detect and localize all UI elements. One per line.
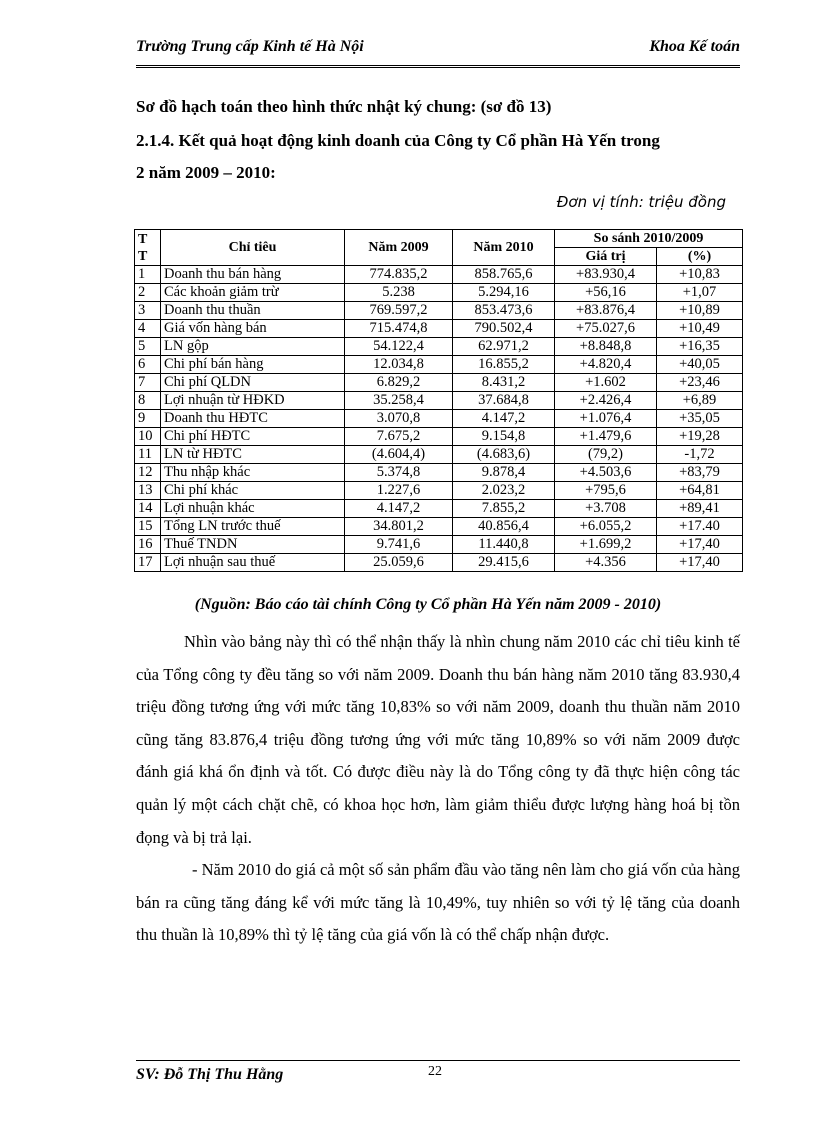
- row-indicator: Lợi nhuận khác: [161, 500, 345, 518]
- row-indicator: LN từ HĐTC: [161, 446, 345, 464]
- row-compare-percent: +16,35: [657, 338, 743, 356]
- row-year-2009: 6.829,2: [345, 374, 453, 392]
- school-name: Trường Trung cấp Kinh tế Hà Nội: [136, 38, 364, 55]
- header-year-2010: Năm 2010: [453, 230, 555, 266]
- row-indicator: LN gộp: [161, 338, 345, 356]
- section-heading-line1: 2.1.4. Kết quả hoạt động kinh doanh của Công ty Cổ phần Hà Yến trong: [136, 131, 660, 150]
- table-row: [135, 554, 743, 572]
- row-compare-value: +1.479,6: [555, 428, 657, 446]
- row-year-2010: 2.023,2: [453, 482, 555, 500]
- row-compare-percent: +10,89: [657, 302, 743, 320]
- row-year-2010: 8.431,2: [453, 374, 555, 392]
- table-row: [135, 536, 743, 554]
- row-compare-value: +4.356: [555, 554, 657, 572]
- row-indicator: Chi phí bán hàng: [161, 356, 345, 374]
- row-year-2009: 25.059,6: [345, 554, 453, 572]
- row-stt: 11: [135, 446, 161, 464]
- row-year-2010: 790.502,4: [453, 320, 555, 338]
- table-source: (Nguồn: Báo cáo tài chính Công ty Cổ phần Hà Yến năm 2009 - 2010): [194, 596, 662, 613]
- row-year-2010: 4.147,2: [453, 410, 555, 428]
- row-year-2009: 715.474,8: [345, 320, 453, 338]
- row-indicator: Doanh thu thuần: [161, 302, 345, 320]
- row-compare-value: +1.076,4: [555, 410, 657, 428]
- row-year-2009: 3.070,8: [345, 410, 453, 428]
- row-indicator: Thuế TNDN: [161, 536, 345, 554]
- row-year-2009: 34.801,2: [345, 518, 453, 536]
- row-stt: 9: [135, 410, 161, 428]
- student-name: SV: Đỗ Thị Thu Hằng: [136, 1066, 284, 1083]
- row-year-2010: 5.294,16: [453, 284, 555, 302]
- row-stt: 16: [135, 536, 161, 554]
- row-year-2009: 5.374,8: [345, 464, 453, 482]
- row-year-2009: 1.227,6: [345, 482, 453, 500]
- row-indicator: Chi phí khác: [161, 482, 345, 500]
- row-stt: 2: [135, 284, 161, 302]
- table-row: [135, 356, 743, 374]
- row-compare-value: +795,6: [555, 482, 657, 500]
- row-stt: 10: [135, 428, 161, 446]
- row-stt: 15: [135, 518, 161, 536]
- row-compare-value: +6.055,2: [555, 518, 657, 536]
- row-compare-percent: +19,28: [657, 428, 743, 446]
- row-year-2009: 9.741,6: [345, 536, 453, 554]
- row-year-2010: 40.856,4: [453, 518, 555, 536]
- row-indicator: Lợi nhuận từ HĐKD: [161, 392, 345, 410]
- row-year-2010: 858.765,6: [453, 266, 555, 284]
- row-compare-percent: +6,89: [657, 392, 743, 410]
- row-indicator: Chi phí QLDN: [161, 374, 345, 392]
- row-year-2009: (4.604,4): [345, 446, 453, 464]
- table-row: [135, 446, 743, 464]
- header-year-2009: Năm 2009: [345, 230, 453, 266]
- table-row: [135, 410, 743, 428]
- financial-results-table: [134, 229, 743, 572]
- row-compare-percent: +23,46: [657, 374, 743, 392]
- paragraph-1: Nhìn vào bảng này thì có thể nhận thấy là nhìn chung năm 2010 các chỉ tiêu kinh tế của Tổng công ty đều tăng so với năm 2009. Doanh thu bán hàng năm 2010 tăng 83.930,4 triệu đồng tương ứng với mức tăng 10,83% so với năm 2009, doanh thu thuần năm 2010 cũng tăng 83.876,4 triệu đồng tương ứng với mức tăng 10,89% so với năm 2009 được đánh giá khá ổn định và tốt. Có được điều này là do Tổng công ty đã thực hiện công tác quản lý một cách chặt chẽ, có khoa học hơn, làm giảm thiểu được lượng hàng hoá bị tồn đọng và bị trả lại.: [136, 632, 740, 847]
- row-stt: 3: [135, 302, 161, 320]
- row-indicator: Thu nhập khác: [161, 464, 345, 482]
- row-year-2010: 7.855,2: [453, 500, 555, 518]
- row-year-2010: 11.440,8: [453, 536, 555, 554]
- row-compare-percent: +10,83: [657, 266, 743, 284]
- row-compare-value: +8.848,8: [555, 338, 657, 356]
- row-compare-value: +2.426,4: [555, 392, 657, 410]
- row-stt: 14: [135, 500, 161, 518]
- table-row: [135, 500, 743, 518]
- row-compare-value: (79,2): [555, 446, 657, 464]
- table-row: [135, 302, 743, 320]
- row-year-2009: 35.258,4: [345, 392, 453, 410]
- header-stt: T T: [135, 230, 161, 266]
- row-compare-percent: +17,40: [657, 554, 743, 572]
- header-value: Giá trị: [555, 248, 657, 266]
- section-heading-line2: 2 năm 2009 – 2010:: [136, 163, 276, 182]
- row-compare-value: +3.708: [555, 500, 657, 518]
- row-stt: 6: [135, 356, 161, 374]
- page-number: 22: [428, 1064, 442, 1079]
- row-indicator: Giá vốn hàng bán: [161, 320, 345, 338]
- row-stt: 8: [135, 392, 161, 410]
- row-stt: 12: [135, 464, 161, 482]
- row-compare-value: +56,16: [555, 284, 657, 302]
- row-year-2009: 4.147,2: [345, 500, 453, 518]
- row-compare-percent: +17.40: [657, 518, 743, 536]
- diagram-heading: Sơ đồ hạch toán theo hình thức nhật ký chung: (sơ đồ 13): [136, 97, 552, 116]
- row-compare-percent: +40,05: [657, 356, 743, 374]
- row-year-2010: 9.878,4: [453, 464, 555, 482]
- row-compare-value: +83.930,4: [555, 266, 657, 284]
- row-year-2009: 769.597,2: [345, 302, 453, 320]
- row-stt: 1: [135, 266, 161, 284]
- table-body: [135, 266, 743, 572]
- row-year-2009: 5.238: [345, 284, 453, 302]
- row-year-2009: 54.122,4: [345, 338, 453, 356]
- table-row: [135, 428, 743, 446]
- row-stt: 4: [135, 320, 161, 338]
- row-indicator: Doanh thu bán hàng: [161, 266, 345, 284]
- row-compare-value: +75.027,6: [555, 320, 657, 338]
- table-row: [135, 392, 743, 410]
- row-compare-percent: -1,72: [657, 446, 743, 464]
- row-indicator: Các khoản giảm trừ: [161, 284, 345, 302]
- row-year-2009: 12.034,8: [345, 356, 453, 374]
- table-row: [135, 266, 743, 284]
- row-year-2010: 29.415,6: [453, 554, 555, 572]
- paragraph-2: - Năm 2010 do giá cả một số sản phẩm đầu vào tăng nên làm cho giá vốn của hàng bán ra cũng tăng đáng kể với mức tăng là 10,49%, tuy nhiên so với tỷ lệ tăng của doanh thu thuần là 10,89% thì tỷ lệ tăng của giá vốn là có thể chấp nhận được.: [136, 860, 740, 945]
- table-row: [135, 374, 743, 392]
- header-percent: (%): [657, 248, 743, 266]
- row-compare-value: +1.699,2: [555, 536, 657, 554]
- row-stt: 17: [135, 554, 161, 572]
- department-name: Khoa Kế toán: [649, 38, 740, 55]
- row-indicator: Tổng LN trước thuế: [161, 518, 345, 536]
- table-row: [135, 518, 743, 536]
- row-stt: 7: [135, 374, 161, 392]
- row-compare-value: +1.602: [555, 374, 657, 392]
- row-year-2010: (4.683,6): [453, 446, 555, 464]
- row-compare-percent: +89,41: [657, 500, 743, 518]
- row-compare-percent: +1,07: [657, 284, 743, 302]
- row-compare-value: +4.503,6: [555, 464, 657, 482]
- row-compare-value: +83.876,4: [555, 302, 657, 320]
- header-compare: So sánh 2010/2009: [555, 230, 743, 248]
- table-row: [135, 284, 743, 302]
- row-year-2010: 16.855,2: [453, 356, 555, 374]
- row-compare-percent: +83,79: [657, 464, 743, 482]
- row-indicator: Chi phí HĐTC: [161, 428, 345, 446]
- footer-divider: [136, 1060, 740, 1061]
- row-year-2009: 774.835,2: [345, 266, 453, 284]
- row-stt: 5: [135, 338, 161, 356]
- page-header: [136, 38, 740, 64]
- row-compare-percent: +35,05: [657, 410, 743, 428]
- row-compare-percent: +17,40: [657, 536, 743, 554]
- row-compare-value: +4.820,4: [555, 356, 657, 374]
- row-indicator: Doanh thu HĐTC: [161, 410, 345, 428]
- table-row: [135, 482, 743, 500]
- unit-note: Đơn vị tính: triệu đồng: [556, 193, 726, 211]
- header-indicator: Chỉ tiêu: [161, 230, 345, 266]
- row-indicator: Lợi nhuận sau thuế: [161, 554, 345, 572]
- table-row: [135, 338, 743, 356]
- header-divider: [136, 65, 740, 68]
- row-stt: 13: [135, 482, 161, 500]
- table-row: [135, 464, 743, 482]
- analysis-text: [136, 626, 740, 952]
- row-year-2010: 62.971,2: [453, 338, 555, 356]
- row-year-2010: 853.473,6: [453, 302, 555, 320]
- row-year-2010: 37.684,8: [453, 392, 555, 410]
- row-year-2009: 7.675,2: [345, 428, 453, 446]
- row-compare-percent: +10,49: [657, 320, 743, 338]
- row-compare-percent: +64,81: [657, 482, 743, 500]
- table-row: [135, 320, 743, 338]
- row-year-2010: 9.154,8: [453, 428, 555, 446]
